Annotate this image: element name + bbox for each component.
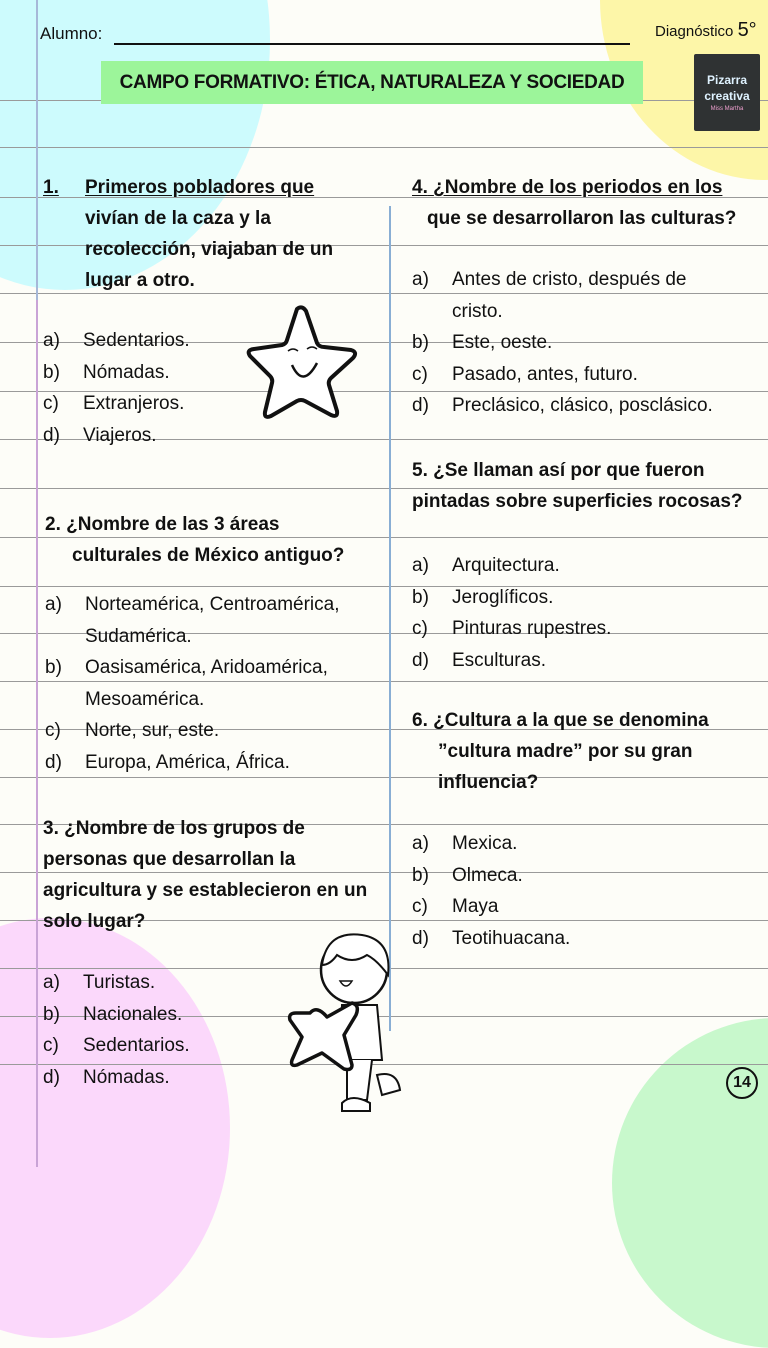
option-a[interactable]: a) Arquitectura.: [412, 555, 560, 576]
option-d[interactable]: d) Esculturas.: [412, 649, 546, 671]
option-d[interactable]: d) Viajeros.: [43, 424, 157, 446]
question-number: 3.: [43, 818, 59, 839]
option-b[interactable]: b) Nómadas.: [43, 361, 170, 383]
option-b[interactable]: b) Este, oeste.: [412, 332, 553, 353]
option-c[interactable]: c) Pinturas rupestres.: [412, 618, 612, 639]
question-6: 6. ¿Cultura a la que se denomina ”cultura madre” por su gran influencia? a) Mexica. b) Olmeca. c) Maya d) Teotihuacana.: [412, 705, 709, 954]
option-b[interactable]: b) Olmeca.: [412, 864, 523, 886]
diagnostic-label: Diagnóstico 5°: [655, 19, 757, 41]
option-c[interactable]: c) Extranjeros.: [43, 393, 185, 414]
question-2: 2. ¿Nombre de las 3 áreas culturales de México antiguo? a) Norteamérica, Centroamérica, Sudamérica. b) Oasisamérica, Aridoamérica, Mesoamérica. c) Norte, sur, este. d) Europa, América, África.: [45, 509, 344, 778]
question-number: 6.: [412, 710, 428, 731]
option-d[interactable]: d) Europa, América, África.: [45, 751, 290, 773]
option-a[interactable]: a) Mexica.: [412, 833, 518, 854]
smiling-star-illustration: [245, 303, 360, 421]
option-b[interactable]: b) Jeroglíficos.: [412, 586, 554, 608]
question-1: 1. Primeros pobladores que vivían de la caza y la recolección, viajaban de un lugar a otro. a) Sedentarios. b) Nómadas. c) Extranjeros. d) Viajeros.: [43, 172, 333, 451]
option-c[interactable]: c) Norte, sur, este.: [45, 720, 220, 741]
ruled-line: [0, 147, 768, 148]
left-margin-line: [36, 0, 38, 1167]
student-label: Alumno:: [40, 24, 103, 43]
option-d[interactable]: d) Teotihuacana.: [412, 927, 571, 949]
column-divider-line: [389, 206, 391, 1031]
option-b[interactable]: b) Oasisamérica, Aridoamérica,: [45, 657, 328, 678]
question-number: 2.: [45, 514, 61, 535]
option-c[interactable]: c) Sedentarios.: [43, 1035, 190, 1056]
question-5: 5. ¿Se llaman así por que fueron pintadas sobre superficies rocosas? a) Arquitectura. b) Jeroglíficos. c) Pinturas rupestres. d) Esculturas.: [412, 455, 743, 676]
child-holding-star-illustration: [282, 925, 407, 1125]
option-b[interactable]: b) Nacionales.: [43, 1003, 183, 1025]
option-a[interactable]: a) Sedentarios.: [43, 330, 190, 351]
option-d[interactable]: d) Preclásico, clásico, posclásico.: [412, 395, 713, 416]
page-number-badge: 14: [726, 1067, 758, 1099]
option-a[interactable]: a) Norteamérica, Centroamérica,: [45, 594, 340, 615]
question-number: 1.: [43, 177, 59, 198]
question-number: 4.: [412, 177, 428, 198]
option-a[interactable]: a) Turistas.: [43, 972, 156, 993]
student-name-field[interactable]: [114, 43, 630, 45]
option-a[interactable]: a) Antes de cristo, después de: [412, 269, 687, 290]
section-banner: CAMPO FORMATIVO: ÉTICA, NATURALEZA Y SOCIEDAD: [101, 61, 643, 104]
option-c[interactable]: c) Maya: [412, 896, 499, 917]
grade-label: 5°: [737, 19, 757, 41]
question-4: 4. ¿Nombre de los periodos en los que se desarrollaron las culturas? a) Antes de cristo, después de cristo. b) Este, oeste. c) Pasado, antes, futuro. d) Preclásico, clásico, posclásico.: [412, 172, 736, 422]
question-number: 5.: [412, 460, 428, 481]
pizarra-creativa-logo: Pizarra creativa Miss Martha: [694, 54, 760, 131]
option-c[interactable]: c) Pasado, antes, futuro.: [412, 363, 638, 385]
option-d[interactable]: d) Nómadas.: [43, 1066, 170, 1088]
question-3: 3. ¿Nombre de los grupos de personas que desarrollan la agricultura y se establecieron en un solo lugar? a) Turistas. b) Nacionales. c) Sedentarios. d) Nómadas.: [43, 813, 367, 1093]
